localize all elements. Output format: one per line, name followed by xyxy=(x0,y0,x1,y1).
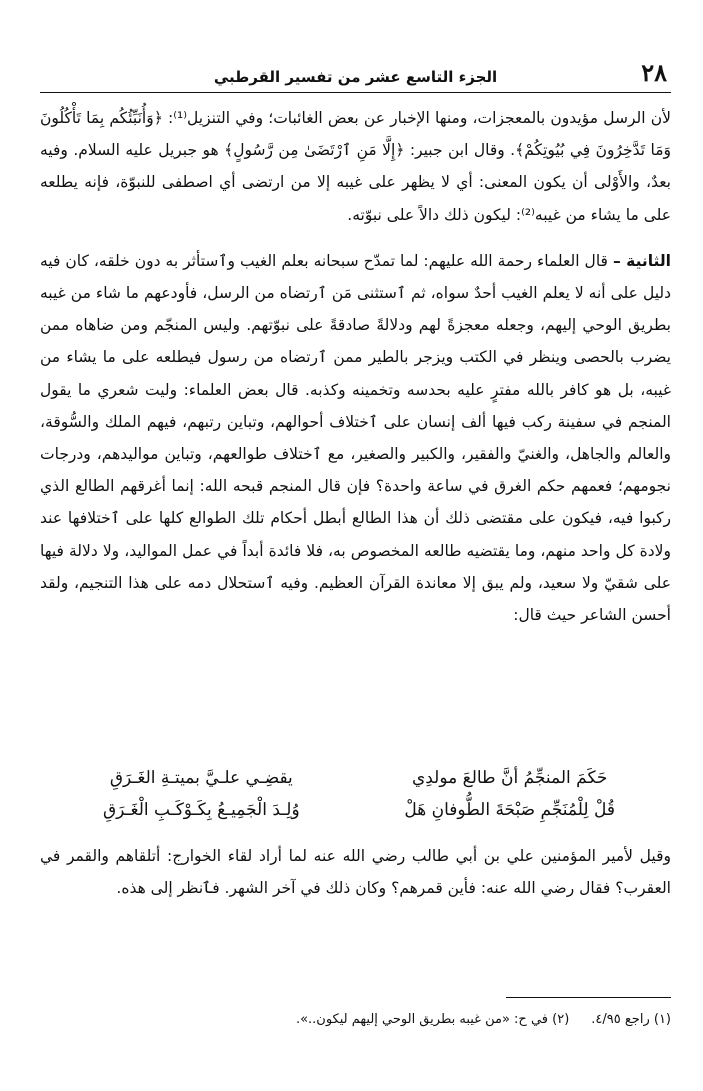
poem-hemistich-first: حَكَمَ المنجِّمُ أنَّ طالعَ مولدِي xyxy=(411,768,608,788)
poem-hemistich-second: يقضِـي علـيَّ بميتـةِ الغَـرَقِ xyxy=(109,768,293,788)
footnote-2: (٢) في ح: «من غيبه بطريق الوحي إليهم ليكون..». xyxy=(295,1012,570,1027)
poem-line xyxy=(40,794,671,826)
paragraph-text: قال العلماء رحمة الله عليهم: لما تمدّح سبحانه بعلم الغيب وٱستأثر به دون خلقه، كان فيه دليل على أنه لا يعلم الغيب أحدٌ سواه، ثم ٱستثنى مَن ٱرتضاه من الرسل، فأودعهم ما شاء من غيبه بطريق الوحي إليهم، وجعله معجزةً لهم ودلالةً صادقةً على نبوّتهم. وليس المنجّم ومن ضاهاه ممن يضرب بالحصى وينظر في الكتب ويزجر بالطير ممن ٱرتضاه من رسول فيطلعه على ما يشاء من غيبه، بل هو كافر بالله مفترٍ عليه بحدسه وتخمينه وكذبه. قال بعض العلماء: وليت شعري ما يقول المنجم في سفينة ركب فيها ألف إنسان على ٱختلاف أحوالهم، وتباين رتبهم، فيهم الملك والسُّوقة، والعالم والجاهل، والغنيّ والفقير، والكبير والصغير، مع ٱختلاف طوالعهم، وتباين مواليدهم، ودرجات نجومهم؛ فعمهم حكم الغرق في ساعة واحدة؟ فإن قال المنجم قبحه الله: إنما أغرقهم الطالع الذي ركبوا فيه، فيكون على مقتضى ذلك أن هذا الطالع أبطل أحكام تلك الطوالع كلها على ٱختلافها عند ولادة كل واحد منهم، وما يقتضيه طالعه المخصوص به، فلا فائدة أبداً في عمل المواليد، ولا دلالة فيها على شقيّ ولا سعيد، ولم يبق إلا معاندة القرآن العظيم. وفيه ٱستحلال دمه على هذا التنجيم، ولقد أحسن الشاعر حيث قال: xyxy=(40,251,671,625)
closing-text xyxy=(40,840,671,904)
poem-line xyxy=(40,762,671,794)
section-lead: الثانية – xyxy=(612,251,671,270)
paragraph-intro xyxy=(40,102,671,231)
footnote-divider xyxy=(506,997,671,998)
page-number: ٢٨ xyxy=(641,58,667,87)
poem-hemistich-second: وُلِـدَ الْجَمِيـعُ بِكَـوْكَـبِ الْغَـرَقِ xyxy=(102,800,300,820)
page-header xyxy=(40,56,671,93)
poem xyxy=(40,762,671,826)
paragraph-text: لأن الرسل مؤيدون بالمعجزات، ومنها الإخبار عن بعض الغائبات؛ وفي التنزيل⁽¹⁾: ﴿وَأُنَبِّئُكُم بِمَا تَأْكُلُونَ وَمَا تَدَّخِرُونَ فِي بُيُوتِكُمْ﴾. وقال ابن جبير: ﴿إِلَّا مَنِ ٱرْتَضَىٰ مِن رَّسُولٍ﴾ هو جبريل عليه السلام. وفيه بعدٌ، والأَوْلى أن يكون المعنى: أي لا يظهر على غيبه إلا من ارتضى أي اصطفى للنبوّة، فإنه يطلعه على ما يشاء من غيبه⁽²⁾: ليكون ذلك دالاً على نبوّته. xyxy=(40,109,671,224)
running-title: الجزء التاسع عشر من تفسير القرطبي xyxy=(213,68,498,86)
paragraph-second-issue xyxy=(40,245,671,631)
footnotes xyxy=(40,1012,671,1027)
footnote-1: (١) راجع ٤/٩٥. xyxy=(591,1012,671,1027)
main-text xyxy=(40,102,671,631)
paragraph-closing: وقيل لأمير المؤمنين علي بن أبي طالب رضي الله عنه لما أراد لقاء الخوارج: أتلقاهم والقمر في العقرب؟ فقال رضي الله عنه: فأين قمرهم؟ وكان ذلك في آخر الشهر. فٱنظر إلى هذه. xyxy=(40,847,671,898)
poem-hemistich-first: قُلْ لِلْمُنَجِّمِ صَبْحَةَ الطُّوفانِ هَلْ xyxy=(404,800,615,820)
